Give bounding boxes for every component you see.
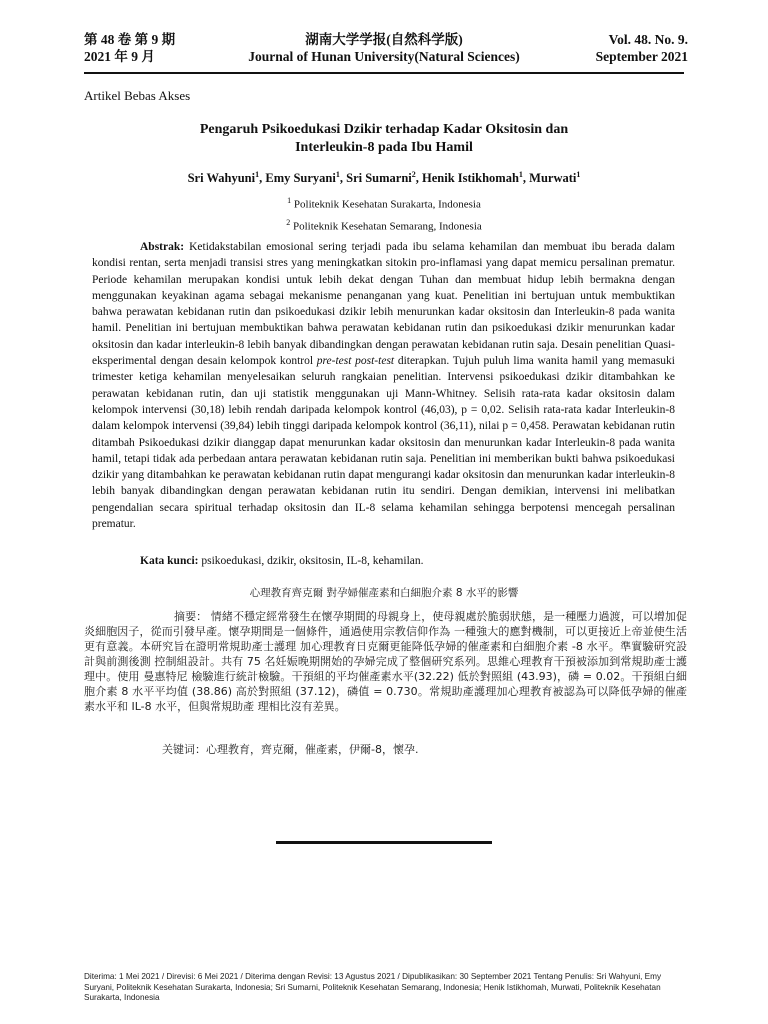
author: Murwati$^1$ xyxy=(529,170,581,186)
abstract-text: Ketidakstabilan emosional sering terjadi pada ibu selama kehamilan dan membuat ibu berada dalam kondisi rentan, serta menjadi transisi stres yang meningkatkan sitokin pro-inflamasi yang dapat memicu persalinan prematur. Periode kehamilan merupakan kondisi untuk lebih dekat dengan Tuhan dan membuat hidup lebih bermakna dengan menggunakan keyakinan agama sebagai mekanisme penanganan yang kuat. Penelitian ini bertujuan untuk membuktikan bahwa perawatan kebidanan rutin dan psikoedukasi dzikir lebih menurunkan kadar oksitosin dan Interleukin-8 pada wanita hamil. Penelitian ini bertujuan membuktikan bahwa perawatan kebidanan rutin dan psikoedukasi dzikir menurunkan kadar oksitosin dan kadar interleukin-8 lebih banyak dibandingkan dengan perawatan kebidanan rutin saja. Desain penelitian Quasi-eksperimental dengan desain kelompok kontrol xyxy=(92,241,675,368)
keywords xyxy=(140,555,424,567)
header-rule xyxy=(84,72,684,74)
paper-title-line-2: Interleukin-8 pada Ibu Hamil xyxy=(295,140,473,155)
keywords-text: psikoedukasi, dzikir, oksitosin, IL-8, kehamilan. xyxy=(198,555,424,567)
abstract-text-continued: diterapkan. Tujuh puluh lima wanita hamil yang memasuki trimester ketiga kehamilan menyelesaikan seluruh rangkaian penelitian. Intervensi psikoedukasi dzikir ditambahkan ke perawatan kebidanan rutin, dan uji statistik menggunakan uji Mann-Whitney. Selisih rata-rata kadar oksitosin dalam kelompok intervensi (30,18) lebih rendah daripada kelompok kontrol (46,03), p = 0,02. Selisih rata-rata kadar Interleukin-8 dalam kelompok intervensi (39,84) lebih tinggi daripada kelompok kontrol (36,11), nilai p = 0,458. Perawatan kebidanan rutin ditambah Psikoedukasi dzikir dianggap dapat menurunkan kadar oksitosin dan menurunkan kadar Interleukin-8 pada wanita hamil, tetapi tidak ada perbedaan antara perawatan kebidanan rutin saja. Penelitian ini memberikan bukti bahwa psikoedukasi dzikir yang ditambahkan ke perawatan kebidanan rutin dapat mengurangi kadar oksitosin dan menurunkan kadar interleukin-8 lebih banyak dibandingkan dengan perawatan kebidanan rutin itu sendiri. Dengan demikian, intervensi ini melibatkan pengendalian secara spiritual terhadap oksitosin dan IL-8 selama kehamilan sehingga berpotensi mencegah persalinan prematur. xyxy=(92,355,675,531)
abstract-italic-term: pre-test post-test xyxy=(316,355,395,368)
chinese-abstract: 摘要： 情緒不穩定經常發生在懷孕期間的母親身上，使母親處於脆弱狀態，是一種壓力過渡，可以增加促炎細胞因子，從而引發早產。懷孕期間是一個條件，通過使用宗教信仰作為 一種強大的應對機制，可以更接近上帝並使生活更有意義。本研究旨在證明常規助產士護理 加心理教育日克爾更能降低孕婦的催產素和白細胞介素 -8 水平。準實驗研究設計與前測後測 控制組設計。共有 75 名妊娠晚期開始的孕婦完成了整個研究系列。思維心理教育干預被添加到常規助產士護理中。使用 曼惠特尼 檢驗進行統計檢驗。干預組的平均催產素水平(32.22) 低於對照組 (43.93)，磷 = 0.02。干預組白細胞介素 8 水平平均值 (38.86) 高於對照組 (37.12)，磷值 = 0.730。常規助產護理加心理教育被認為可以降低孕婦的催產素水平和 IL-8 水平，但與常規助產 理相比沒有差異。 xyxy=(84,610,687,713)
journal-volume-en xyxy=(596,31,688,65)
author: Sri Sumarni$^2$, xyxy=(346,170,423,186)
date-en: September 2021 xyxy=(595,49,688,64)
author: Henik Istikhomah$^1$, xyxy=(422,170,530,186)
author: Sri Wahyuni$^1$, xyxy=(187,170,266,186)
section-divider xyxy=(276,841,492,844)
volume-issue-cn: 第 48 卷 第 9 期 xyxy=(84,32,176,47)
affiliation-2: $^2$ Politeknik Kesehatan Semarang, Indonesia xyxy=(286,218,482,233)
journal-name-en: Journal of Hunan University(Natural Sciences) xyxy=(248,49,520,64)
paper-title-line-1: Pengaruh Psikoedukasi Dzikir terhadap Kadar Oksitosin dan xyxy=(199,122,569,137)
chinese-title: 心理教育齊克爾 對孕婦催產素和白細胞介素 8 水平的影響 xyxy=(249,587,519,599)
affiliation-1: $^1$ Politeknik Kesehatan Surakarta, Indonesia xyxy=(287,196,481,211)
keywords-label: Kata kunci: xyxy=(140,555,199,567)
chinese-keywords: 关键词：心理教育，齊克爾，催產素，伊爾-8，懷孕. xyxy=(162,743,419,756)
journal-name-cn: 湖南大学学报(自然科学版) xyxy=(305,32,463,47)
author-list xyxy=(84,170,684,186)
volume-issue-en: Vol. 48. No. 9. xyxy=(608,32,688,47)
paper-title xyxy=(84,121,684,157)
article-type: Artikel Bebas Akses xyxy=(84,88,191,103)
footnote: Diterima: 1 Mei 2021 / Direvisi: 6 Mei 2021 / Diterima dengan Revisi: 13 Agustus 2021 / Dipublikasikan: 30 September 2021 Tentang Penulis: Sri Wahyuni, Emy Suryani, Politeknik Kesehatan Surakarta, Indonesia; Sri Sumarni, Politeknik Kesehatan Semarang, Indonesia; Henik Istikhomah, Murwati, Politeknik Kesehatan Surakarta, Indonesia xyxy=(84,972,662,1002)
abstract-label: Abstrak: xyxy=(140,241,185,253)
author: Emy Suryani$^1$, xyxy=(265,170,347,186)
date-cn: 2021 年 9 月 xyxy=(84,49,155,64)
abstract xyxy=(92,239,675,532)
